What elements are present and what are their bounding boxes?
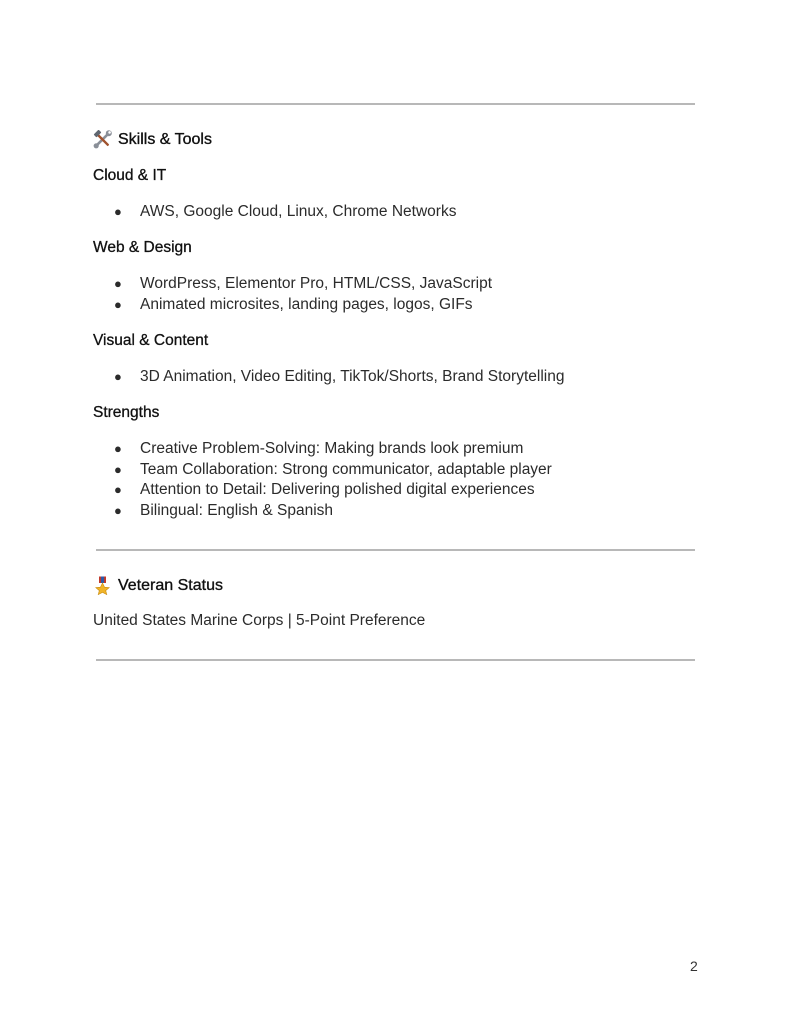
resume-page: Skills & Tools Cloud & IT ● AWS, Google Cloud, Linux, Chrome Networks Web & Design ● WordPress, Elementor Pro, HTML/CSS, JavaScript ● Animated microsites, landing pages, logos, GIFs Visual & Content ● 3D Animation, Video Editing, TikTok/Shorts, Brand Storytelling Strengths ● Creative Problem-Solving: Making brands look premium ● Team Collaboration: Strong communicator, adaptable player ● Attention to Detail: Delivering polished digital experiences ● Bilingual: English & Spanish Veteran Status United States Marine Corps | 5-Point Preference 2: [0, 0, 791, 1024]
bullet-icon: ●: [114, 441, 122, 456]
web-design-heading: Web & Design: [93, 239, 192, 256]
bullet-icon: ●: [114, 503, 122, 519]
visual-content-heading: Visual & Content: [93, 332, 209, 349]
bullet-icon: ●: [114, 204, 122, 219]
skills-section-title: Skills & Tools: [118, 130, 212, 148]
veteran-section-heading: [93, 576, 223, 595]
cloud-it-heading: Cloud & IT: [93, 167, 167, 184]
bullet-icon: ●: [114, 276, 122, 291]
military-medal-icon: [93, 576, 112, 595]
divider-top: [96, 103, 695, 105]
veteran-status-text: United States Marine Corps | 5-Point Preference: [93, 612, 426, 629]
page-number: 2: [690, 958, 698, 974]
veteran-section-title: Veteran Status: [118, 576, 223, 594]
divider-middle: [96, 549, 695, 551]
bullet-icon: ●: [114, 461, 122, 477]
bullet-icon: ●: [114, 296, 122, 312]
bullet-icon: ●: [114, 482, 122, 498]
skills-section-heading: [93, 130, 212, 149]
hammer-and-wrench-icon: [93, 130, 112, 149]
bullet-icon: ●: [114, 369, 122, 384]
strengths-heading: Strengths: [93, 404, 160, 421]
divider-bottom: [96, 659, 695, 661]
